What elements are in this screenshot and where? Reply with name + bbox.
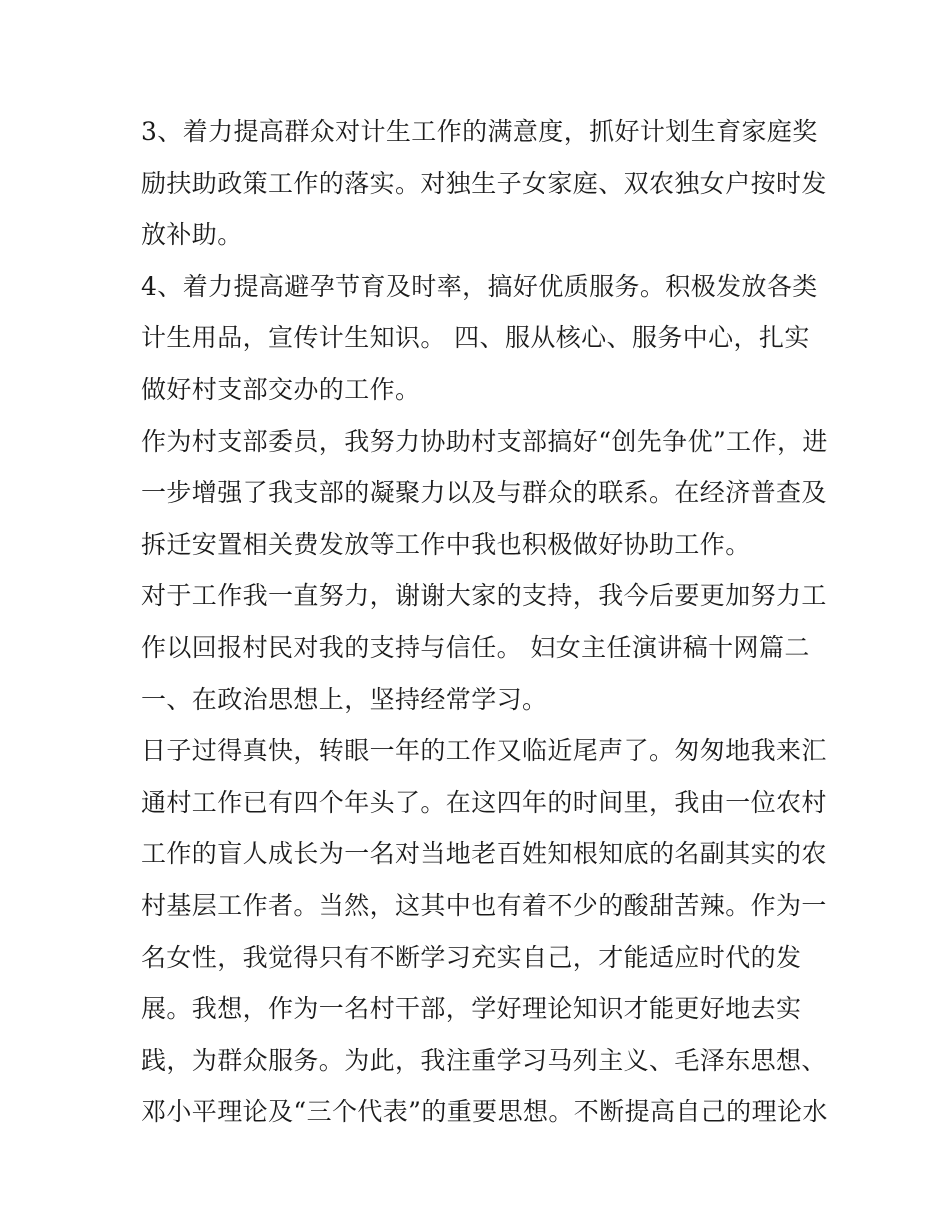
text-line: 邓小平理论及“三个代表”的重要思想。不断提高自己的理论水	[141, 1097, 828, 1127]
text-line: 计生用品，宣传计生知识。 四、服从核心、服务中心，扎实	[141, 323, 810, 353]
text-line: 通村工作已有四个年头了。在这四年的时间里，我由一位农村	[141, 787, 827, 817]
text-line: 工作的盲人成长为一名对当地老百姓知根知底的名副其实的农	[141, 839, 827, 869]
text-line: 励扶助政策工作的落实。对独生子女家庭、双农独女户按时发	[141, 168, 827, 198]
text-line: 4、着力提高避孕节育及时率，搞好优质服务。积极发放各类	[141, 271, 818, 301]
text-line: 放补助。	[141, 220, 243, 250]
text-line: 做好村支部交办的工作。	[141, 374, 421, 404]
text-line: 拆迁安置相关费发放等工作中我也积极做好协助工作。	[141, 529, 751, 559]
text-line: 名女性，我觉得只有不断学习充实自己，才能适应时代的发	[141, 942, 802, 972]
text-line: 日子过得真快，转眼一年的工作又临近尾声了。匆匆地我来汇	[141, 736, 827, 766]
text-line: 践，为群众服务。为此，我注重学习马列主义、毛泽东思想、	[141, 1045, 827, 1075]
text-line: 作为村支部委员，我努力协助村支部搞好“创先争优”工作，进	[141, 426, 828, 456]
text-line: 村基层工作者。当然，这其中也有着不少的酸甜苦辣。作为一	[141, 890, 827, 920]
text-line: 展。我想，作为一名村干部，学好理论知识才能更好地去实	[141, 994, 802, 1024]
body-text	[141, 106, 828, 1138]
text-line: 3、着力提高群众对计生工作的满意度，抓好计划生育家庭奖	[141, 117, 818, 146]
text-line: 一、在政治思想上，坚持经常学习。	[141, 684, 548, 714]
text-line: 作以回报村民对我的支持与信任。 妇女主任演讲稿十网篇二	[141, 632, 810, 662]
text-line: 对于工作我一直努力，谢谢大家的支持，我今后要更加努力工	[141, 581, 827, 611]
text-line: 一步增强了我支部的凝聚力以及与群众的联系。在经济普查及	[141, 478, 827, 508]
